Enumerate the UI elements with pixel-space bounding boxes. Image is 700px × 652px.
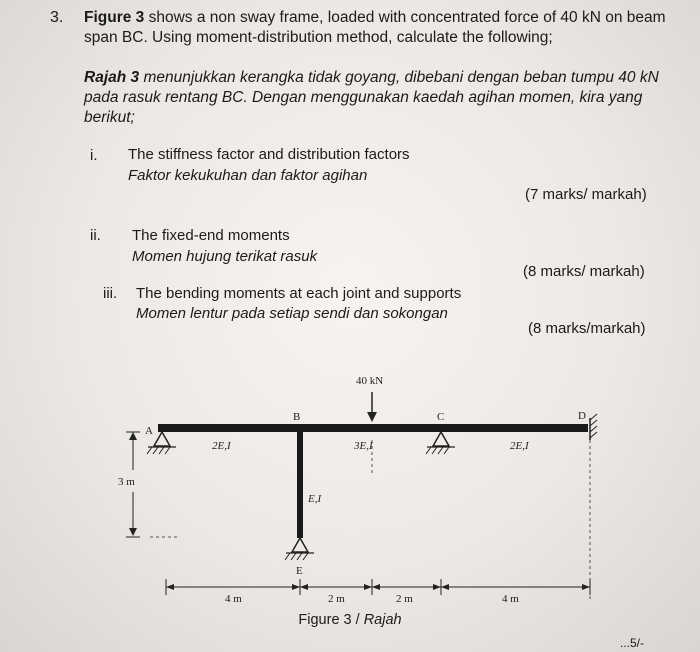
item-ii-marks: (8 marks/ markah) (523, 263, 645, 280)
dim-ab-label: 4 m (225, 593, 242, 605)
load-arrow-icon (367, 392, 377, 422)
node-b-label: B (293, 411, 301, 423)
stiffness-bc-label: 3E,I (354, 440, 373, 452)
node-e-label: E (296, 565, 303, 577)
item-iii-number: iii. (103, 285, 118, 302)
figure-ref-bold: Figure 3 (84, 9, 145, 26)
item-ii-number: ii. (90, 227, 101, 244)
figure-caption-malay: Rajah (363, 612, 402, 628)
node-c-label: C (437, 411, 445, 423)
item-i-marks: (7 marks/ markah) (525, 186, 647, 203)
dim-height-label: 3 m (118, 476, 135, 488)
page-number: ...5/- (620, 636, 645, 650)
question-malay-body: menunjukkan kerangka tidak goyang, dibebani dengan beban tumpu 40 kN pada rasuk rentang BC. Dengan menggunakan kaedah agihan momen, kira yang berikut; (84, 69, 659, 126)
item-iii-malay: Momen lentur pada setiap sendi dan sokongan (136, 305, 448, 322)
stiffness-ab-label: 2E,I (212, 440, 231, 452)
support-d-fixed-icon (590, 414, 597, 440)
item-ii-malay: Momen hujung terikat rasuk (132, 248, 318, 265)
item-i-english: The stiffness factor and distribution factors (128, 146, 410, 163)
figure-caption-separator: / (351, 612, 364, 628)
node-a-label: A (145, 425, 153, 437)
load-label: 40 kN (356, 375, 384, 387)
figure-caption-english: Figure 3 (298, 612, 352, 628)
rajah-ref-bold: Rajah 3 (84, 69, 140, 86)
item-iii-english: The bending moments at each joint and supports (136, 285, 462, 302)
dim-cd-label: 4 m (502, 593, 519, 605)
stiffness-cd-label: 2E,I (510, 440, 529, 452)
item-i-malay: Faktor kekukuhan dan faktor agihan (128, 167, 368, 184)
beam-abcd (158, 424, 588, 432)
support-e-pin-icon (285, 538, 314, 560)
stiffness-be-label: E,I (308, 493, 322, 505)
item-ii-english: The fixed-end moments (132, 227, 290, 244)
column-be (297, 426, 303, 538)
support-c-pin-icon (426, 432, 455, 454)
node-d-label: D (578, 410, 586, 422)
item-i-number: i. (90, 147, 98, 164)
dim-b-load-label: 2 m (328, 593, 345, 605)
dim-load-c-label: 2 m (396, 593, 413, 605)
figure-caption (0, 612, 700, 628)
question-english-body: shows a non sway frame, loaded with concentrated force of 40 kN on beam span BC. Using moment-distribution method, calculate the following; (84, 9, 666, 46)
question-number: 3. (50, 9, 64, 26)
item-iii-marks: (8 marks/markah) (528, 320, 646, 337)
